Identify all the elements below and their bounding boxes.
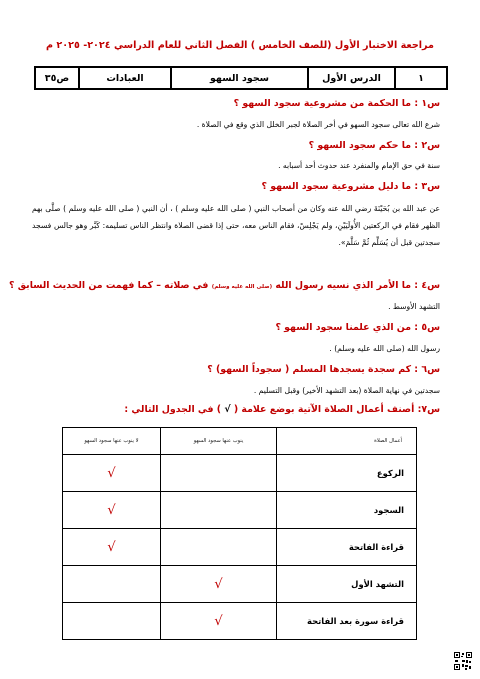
replaced-check-cell[interactable]: √	[161, 566, 277, 603]
lesson-label: الدرس الأول	[308, 67, 395, 89]
question-7-end: ) في الجدول التالي :	[124, 404, 225, 415]
lesson-number: ١	[395, 67, 447, 89]
table-row	[63, 566, 417, 603]
header-replaced-by-sahw: ينوب عنها سجود السهو	[161, 428, 277, 455]
not-replaced-check-cell[interactable]: √	[63, 492, 161, 529]
not-replaced-check-cell[interactable]	[63, 566, 161, 603]
lesson-header-bar	[34, 66, 448, 90]
table-row	[63, 603, 417, 640]
question-4-honorific: (صلى الله عليه وسلم)	[211, 284, 273, 290]
table-row	[63, 492, 417, 529]
qr-code-icon	[454, 652, 472, 670]
table-row	[63, 455, 417, 492]
question-2: س٢ : ما حكم سجود السهو ؟	[308, 140, 440, 151]
question-1: س١ : ما الحكمة من مشروعية سجود السهو ؟	[233, 98, 440, 109]
document-title: مراجعة الاختبار الأول (للصف الخامس ) الفصل الثاني للعام الدراسي ٢٠٢٤- ٢٠٢٥ م	[46, 40, 434, 51]
replaced-check-cell[interactable]	[161, 529, 277, 566]
question-5: س٥ : من الذي علمنا سجود السهو ؟	[275, 322, 440, 333]
header-prayer-acts: أعمال الصلاة	[277, 428, 417, 455]
replaced-check-cell[interactable]	[161, 455, 277, 492]
subject-label: العبادات	[79, 67, 171, 89]
not-replaced-check-cell[interactable]	[63, 603, 161, 640]
header-not-replaced-by-sahw: لا ينوب عنها سجود السهو	[63, 428, 161, 455]
replaced-check-cell[interactable]: √	[161, 603, 277, 640]
lesson-topic: سجود السهو	[171, 67, 308, 89]
answer-5: رسول الله (صلى الله عليه وسلم) .	[329, 344, 440, 353]
answer-1: شرع الله تعالى سجود السهو في أخر الصلاة لجبر الخلل الذي وقع في الصلاة .	[196, 120, 440, 129]
question-4	[9, 280, 440, 291]
answer-2: سنة في حق الإمام والمنفرد عند حدوث أحد أسبابه .	[278, 161, 440, 170]
prayer-act: التشهد الأول	[277, 566, 417, 603]
check-mark-icon: √	[224, 404, 231, 415]
question-4-start: س٤ : ما الأمر الذي نسيه رسول الله	[272, 280, 440, 291]
prayer-act: الركوع	[277, 455, 417, 492]
question-6: س٦ : كم سجدة يسجدها المسلم ( سجوداً السهو) ؟	[207, 364, 440, 375]
question-3: س٣ : ما دليل مشروعية سجود السهو ؟	[261, 181, 440, 192]
classification-table	[62, 427, 417, 640]
not-replaced-check-cell[interactable]: √	[63, 529, 161, 566]
answer-4: التشهد الأوسط .	[388, 302, 440, 311]
question-7-start: س٧: أصنف أعمال الصلاة الآتية بوضع علامة (	[230, 404, 440, 415]
not-replaced-check-cell[interactable]: √	[63, 455, 161, 492]
answer-3: عن عبد الله بن بُحَيْنَةَ رضي الله عنه وكان من أصحاب النبي ( صلى الله عليه وسلم ) ، أن النبي ( صلى الله عليه وسلم ) صلَّى بهم الظهر فقام في الركعتين الأُولَيَيْنِ، ولم يَجْلِسْ، فقام الناس معه، حتى إذا قضى الصلاة وانتظر الناس تسليمه: كَبَّر وهو جالس فسجد سجدتين قبل أن يُسَلِّم ثُمَّ سَلَّمَ».	[32, 204, 440, 247]
answer-6: سجدتين في نهاية الصلاة (بعد التشهد الأخير) وقبل التسليم .	[253, 386, 440, 395]
prayer-act: السجود	[277, 492, 417, 529]
question-4-end: في صلاته – كما فهمت من الحديث السابق ؟	[9, 280, 212, 291]
replaced-check-cell[interactable]	[161, 492, 277, 529]
table-header-row	[63, 428, 417, 455]
prayer-act: قراءة الفاتحة	[277, 529, 417, 566]
table-row	[63, 529, 417, 566]
question-7	[124, 404, 440, 415]
prayer-act: قراءة سورة بعد الفاتحة	[277, 603, 417, 640]
page-reference: ص٣٥	[35, 67, 79, 89]
